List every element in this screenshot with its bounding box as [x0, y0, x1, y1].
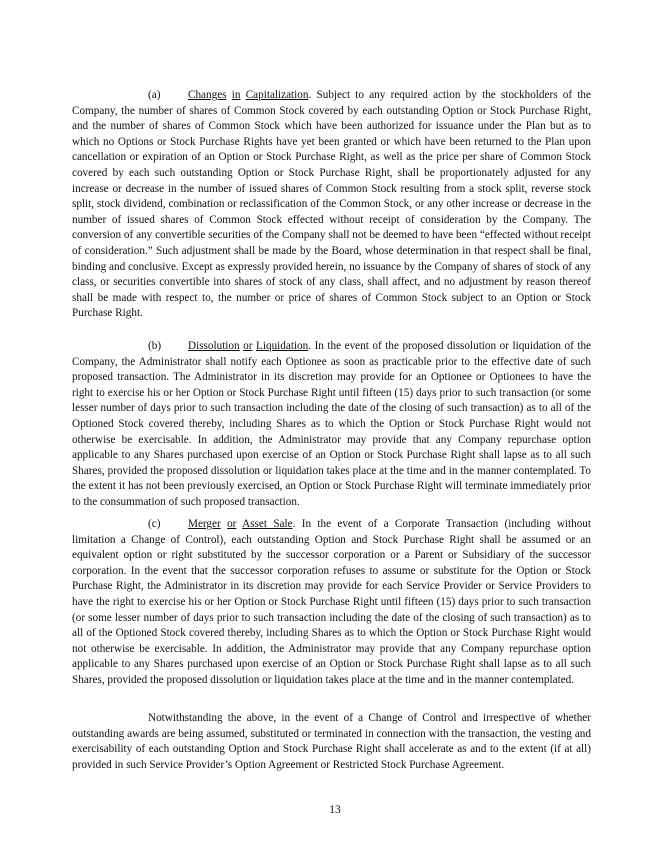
heading-word: Changes [188, 89, 227, 101]
section-b-heading [188, 340, 311, 352]
heading-word: Merger [188, 518, 221, 530]
heading-period: . [292, 518, 296, 530]
section-a-paragraph [72, 88, 591, 322]
heading-word: Liquidation [256, 340, 309, 352]
section-b-body: In the event of the proposed dissolution or liquidation of the Company, the Administrator shall notify each Optionee as soon as practicable prior to the effective date of such proposed transaction. The Administrator in its discretion may provide for an Optionee or Optionees to have the right to exercise his or her Option or Stock Purchase Right until fifteen (15) days prior to such transaction (or some lesser number of days prior to such transaction including the date of the closing of such transaction) as to all of the Optioned Stock covered thereby, including Shares as to which the Option or Stock Purchase Right would not otherwise be exercisable. In addition, the Administrator may provide that any Company repurchase option applicable to any Shares purchased upon exercise of an Option or Stock Purchase Right shall lapse as to all such Shares, provided the proposed dissolution or liquidation takes place at the time and in the manner contemplated. To the extent it has not been previously exercised, an Option or Stock Purchase Right will terminate immediately prior to the consummation of such proposed transaction. [72, 340, 592, 508]
section-c-label: (c) [148, 518, 161, 530]
section-b-paragraph [72, 339, 591, 511]
heading-word: Asset Sale [242, 518, 293, 530]
closing-paragraph-text: Notwithstanding the above, in the event of a Change of Control and irrespective of whether outstanding awards are being assumed, substituted or terminated in connection with the transaction, the vesting and exercisability of each outstanding Option and Stock Purchase Right shall accelerate as and to the extent (if at all) provided in such Service Provider’s Option Agreement or Restricted Stock Purchase Agreement. [72, 712, 591, 771]
section-a-label: (a) [148, 89, 161, 101]
heading-period: . [308, 89, 312, 101]
section-c-paragraph [72, 517, 591, 689]
section-a-body: Subject to any required action by the stockholders of the Company, the number of shares of Common Stock covered by each outstanding Option or Stock Purchase Right, and the number of shares of Common Stock which have been authorized for issuance under the Plan but as to which no Options or Stock Purchase Rights have yet been granted or which have been returned to the Plan upon cancellation or expiration of an Option or Stock Purchase Right, as well as the price per share of Common Stock covered by each such outstanding Option or Stock Purchase Right, shall be proportionately adjusted for any increase or decrease in the number of issued shares of Common Stock resulting from a stock split, reverse stock split, stock dividend, combination or reclassification of the Common Stock, or any other increase or decrease in the number of issued shares of Common Stock effected without receipt of consideration by the Company. The conversion of any convertible securities of the Company shall not be deemed to have been “effected without receipt of consideration.” Such adjustment shall be made by the Board, whose determination in that respect shall be final, binding and conclusive. Except as expressly provided herein, no issuance by the Company of shares of stock of any class, or securities convertible into shares of stock of any class, shall affect, and no adjustment by reason thereof shall be made with respect to, the number or price of shares of Common Stock subject to an Option or Stock Purchase Right. [72, 89, 591, 320]
page-number: 13 [329, 804, 341, 816]
heading-word: or [243, 340, 253, 352]
heading-word: Capitalization [245, 89, 309, 101]
section-a-heading [188, 89, 311, 101]
closing-paragraph [72, 711, 591, 773]
section-c-heading [188, 518, 295, 530]
section-c-body: In the event of a Corporate Transaction (including without limitation a Change of Control), each outstanding Option and Stock Purchase Right shall be assumed or an equivalent option or right substituted by the successor corporation or a Parent or Subsidiary of the successor corporation. In the event that the successor corporation refuses to assume or substitute for the Option or Stock Purchase Right, the Administrator in its discretion may provide for each Service Provider or Service Providers to have the right to exercise his or her Option or Stock Purchase Right until fifteen (15) days prior to such transaction (or some lesser number of days prior to such transaction including the date of the closing of such transaction) as to all of the Optioned Stock covered thereby, including Shares as to which the Option or Stock Purchase Right would not otherwise be exercisable. In addition, the Administrator may provide that any Company repurchase option applicable to any Shares purchased upon exercise of an Option or Stock Purchase Right shall lapse as to all such Shares, provided the proposed dissolution or liquidation takes place at the time and in the manner contemplated. [72, 518, 592, 686]
heading-period: . [308, 340, 312, 352]
heading-word: or [227, 518, 237, 530]
section-b-label: (b) [148, 340, 162, 352]
heading-word: Dissolution [188, 340, 240, 352]
heading-word: in [231, 89, 241, 101]
